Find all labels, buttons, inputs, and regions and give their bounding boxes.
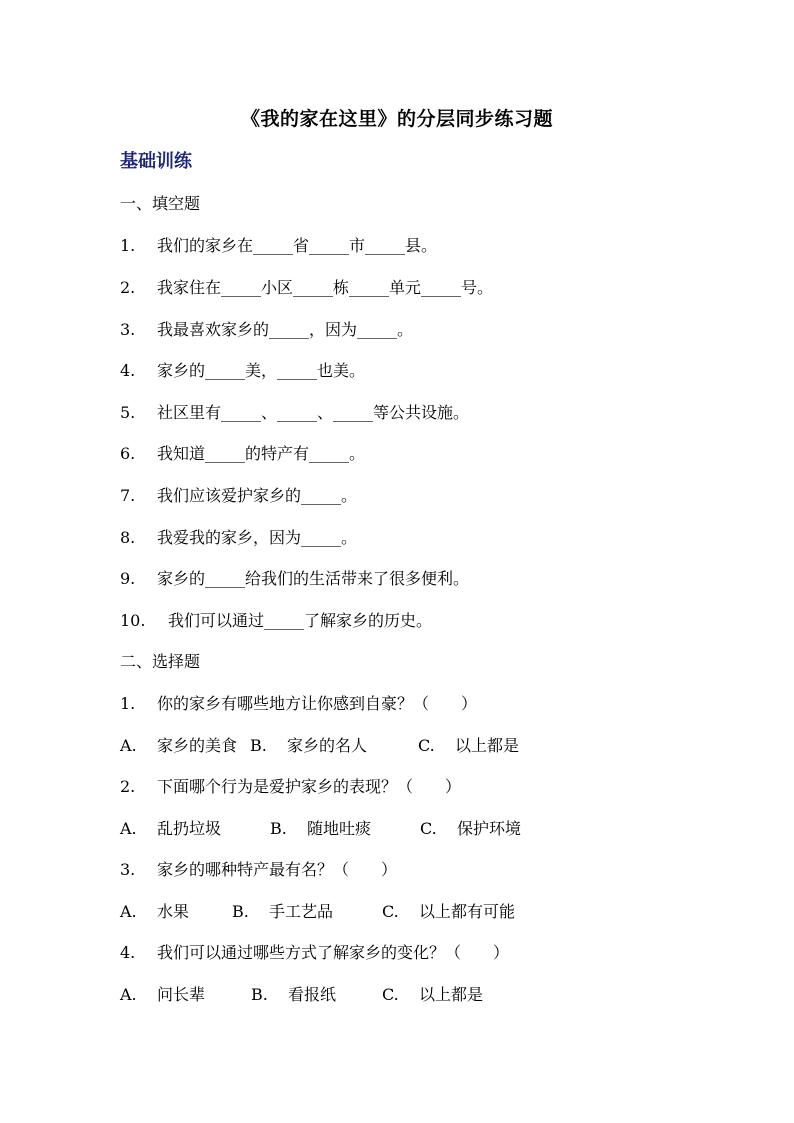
item-number: 8. <box>120 528 136 547</box>
item-number: 5. <box>120 403 136 422</box>
fill-blank-item <box>120 608 432 631</box>
fill-blank-item <box>120 358 365 381</box>
choice-question <box>120 691 477 714</box>
option-label: C. <box>382 985 399 1004</box>
item-text: 我们可以通过_____了解家乡的历史。 <box>168 611 433 630</box>
fill-blank-item <box>120 233 437 256</box>
item-text: 我知道_____的特产有_____。 <box>157 444 366 463</box>
option-text: 手工艺品 <box>269 902 334 921</box>
item-text: 我家住在_____小区_____栋_____单元_____号。 <box>157 278 494 297</box>
option-text: 随地吐痰 <box>307 819 372 838</box>
item-number: 4. <box>120 361 136 380</box>
option-label: B. <box>232 902 249 921</box>
item-text: 家乡的_____美，_____也美。 <box>157 361 366 380</box>
option-text: 以上都有可能 <box>419 902 516 921</box>
option-text: 问长辈 <box>157 985 206 1004</box>
option-text: 保护环境 <box>457 819 522 838</box>
fill-blank-item <box>120 275 493 298</box>
item-text: 家乡的_____给我们的生活带来了很多便利。 <box>157 569 470 588</box>
choice-options <box>120 899 515 922</box>
option-label: A. <box>120 985 137 1004</box>
option-text: 家乡的名人 <box>287 736 368 755</box>
option-label: A. <box>120 736 137 755</box>
question-text: 你的家乡有哪些地方让你感到自豪？（ ） <box>157 694 478 713</box>
fill-blank-item <box>120 441 365 464</box>
item-text: 我们应该爱护家乡的_____。 <box>157 486 358 505</box>
fill-blank-item <box>120 400 469 423</box>
option-label: B. <box>250 736 267 755</box>
option-text: 乱扔垃圾 <box>157 819 222 838</box>
item-text: 我爱我的家乡，因为_____。 <box>157 528 358 547</box>
option-label: B. <box>251 985 268 1004</box>
question-text: 家乡的哪种特产最有名？（ ） <box>157 860 398 879</box>
question-number: 1. <box>120 694 136 713</box>
option-label: C. <box>418 736 435 755</box>
fill-blank-item <box>120 483 357 506</box>
option-label: C. <box>382 902 399 921</box>
option-label: A. <box>120 819 137 838</box>
option-text: 水果 <box>157 902 190 921</box>
item-text: 我最喜欢家乡的_____，因为_____。 <box>157 320 414 339</box>
choice-question <box>120 857 397 880</box>
option-label: A. <box>120 902 137 921</box>
fill-blank-item <box>120 317 413 340</box>
question-text: 我们可以通过哪些方式了解家乡的变化？（ ） <box>157 943 510 962</box>
option-text: 家乡的美食 <box>157 736 238 755</box>
item-number: 3. <box>120 320 136 339</box>
choice-options <box>120 982 483 1005</box>
item-number: 1. <box>120 236 136 255</box>
fill-blank-item <box>120 566 469 589</box>
item-text: 我们的家乡在_____省_____市_____县。 <box>157 236 438 255</box>
item-number: 9. <box>120 569 136 588</box>
option-label: B. <box>270 819 287 838</box>
option-text: 以上都是 <box>455 736 520 755</box>
item-number: 10. <box>120 611 146 630</box>
choice-question <box>120 940 509 963</box>
item-number: 6. <box>120 444 136 463</box>
item-number: 7. <box>120 486 136 505</box>
option-label: C. <box>420 819 437 838</box>
part-heading-fill-blank: 一、填空题 <box>120 194 201 213</box>
item-number: 2. <box>120 278 136 297</box>
question-text: 下面哪个行为是爱护家乡的表现？（ ） <box>157 777 462 796</box>
choice-question <box>120 774 461 797</box>
option-text: 看报纸 <box>288 985 337 1004</box>
question-number: 3. <box>120 860 136 879</box>
item-text: 社区里有_____、_____、_____等公共设施。 <box>157 403 470 422</box>
question-number: 2. <box>120 777 136 796</box>
part-heading-multiple-choice: 二、选择题 <box>120 652 201 671</box>
option-text: 以上都是 <box>419 985 484 1004</box>
question-number: 4. <box>120 943 136 962</box>
section-title: 基础训练 <box>120 151 192 172</box>
document-title: 《我的家在这里》的分层同步练习题 <box>240 108 553 130</box>
choice-options <box>120 733 519 756</box>
fill-blank-item <box>120 525 357 548</box>
choice-options <box>120 816 521 839</box>
